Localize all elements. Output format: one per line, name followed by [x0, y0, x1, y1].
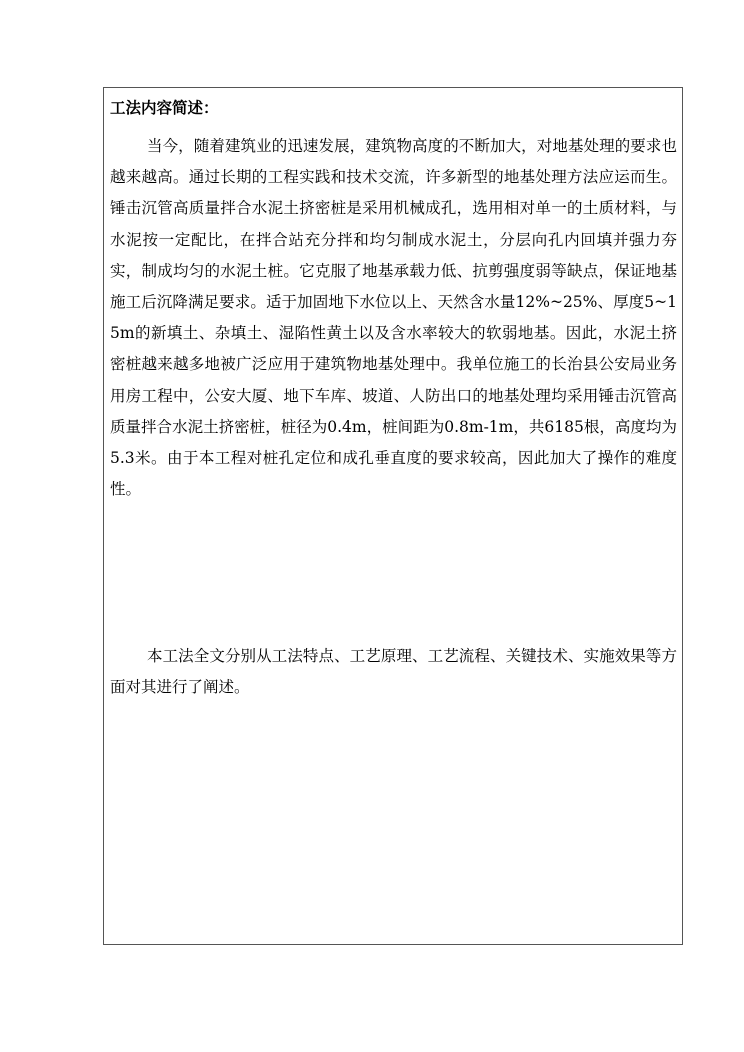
section-heading: 工法内容简述：	[110, 98, 219, 117]
paragraph-summary: 本工法全文分别从工法特点、工艺原理、工艺流程、关键技术、实施效果等方面对其进行了阐述。	[110, 647, 677, 697]
paragraph-intro: 当今，随着建筑业的迅速发展，建筑物高度的不断加大，对地基处理的要求也越来越高。通过长期的工程实践和技术交流，许多新型的地基处理方法应运而生。锤击沉管高质量拌合水泥土挤密桩是采用机械成孔，选用相对单一的土质材料，与水泥按一定配比，在拌合站充分拌和均匀制成水泥土，分层向孔内回填并强力夯实，制成均匀的水泥土桩。它克服了地基承载力低、抗剪强度弱等缺点，保证地基施工后沉降满足要求。适于加固地下水位以上、天然含水量12%~25%、厚度5~15m的新填土、杂填土、湿陷性黄土以及含水率较大的软弱地基。因此，水泥土挤密桩越来越多地被广泛应用于建筑物地基处理中。我单位施工的长治县公安局业务用房工程中，公安大厦、地下车库、坡道、人防出口的地基处理均采用锤击沉管高质量拌合水泥土挤密桩，桩径为0.4m，桩间距为0.8m-1m，共6185根，高度均为5.3米。由于本工程对桩孔定位和成孔垂直度的要求较高，因此加大了操作的难度性。	[110, 137, 677, 499]
